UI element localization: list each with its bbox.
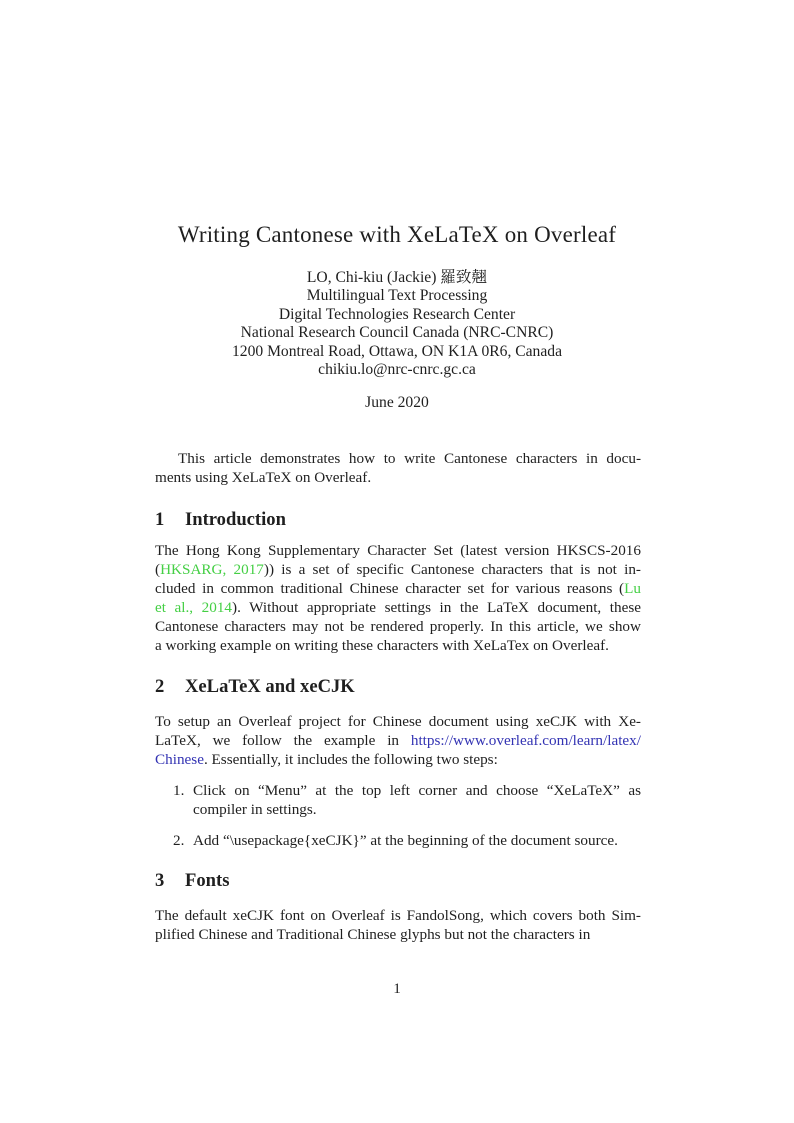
introduction-paragraph	[155, 541, 641, 655]
fonts-paragraph	[155, 906, 641, 944]
affiliation-line: Digital Technologies Research Center	[278, 305, 516, 323]
section-number: 2	[155, 676, 165, 697]
list-item	[155, 781, 641, 819]
text-run: (	[155, 561, 161, 578]
abstract-paragraph	[155, 449, 641, 487]
text-run: This article demonstrates how to write Cantonese characters in docu-	[178, 450, 641, 467]
paragraph-line	[155, 906, 641, 925]
url-link[interactable]: Chinese	[155, 751, 204, 768]
section-heading-introduction	[155, 509, 641, 530]
text-run: The default xeCJK font on Overleaf is FandolSong, which covers both Sim-	[155, 907, 641, 924]
text-run: . Essentially, it includes the following two steps:	[203, 751, 498, 768]
section-heading-fonts	[155, 870, 641, 891]
paragraph-line	[155, 617, 641, 636]
paper-title: Writing Cantonese with XeLaTeX on Overleaf	[177, 222, 617, 247]
list-item-text	[193, 831, 641, 850]
citation-link[interactable]: HKSARG, 2017	[160, 561, 264, 578]
paragraph-line	[155, 731, 641, 750]
section-number: 1	[155, 509, 165, 530]
paragraph-line	[155, 925, 641, 944]
text-run: a working example on writing these characters with XeLaTex on Overleaf.	[155, 637, 609, 654]
section-heading-xelatex-xecjk	[155, 676, 641, 697]
list-number: 2.	[173, 832, 185, 849]
author-email: chikiu.lo@nrc-cnrc.gc.ca	[318, 361, 476, 379]
text-run: Cantonese characters may not be rendered properly. In this article, we show	[155, 618, 641, 635]
paragraph-line	[193, 800, 641, 819]
text-run: LaTeX, we follow the example in	[155, 732, 411, 749]
section-title: Fonts	[185, 870, 230, 891]
text-run: Click on “Menu” at the top left corner and choose “XeLaTeX” as	[193, 782, 641, 799]
paragraph-line	[193, 781, 641, 800]
url-link[interactable]: https://www.overleaf.com/learn/latex/	[410, 732, 641, 749]
paragraph-line	[155, 750, 641, 769]
text-run: Add “\usepackage{xeCJK}” at the beginning of the document source.	[193, 832, 618, 849]
page-number: 1	[393, 980, 401, 997]
text-run: plified Chinese and Traditional Chinese glyphs but not the characters in	[155, 926, 591, 943]
paragraph-line	[155, 541, 641, 560]
paragraph-line	[155, 449, 641, 468]
section-title: XeLaTeX and xeCJK	[185, 676, 355, 697]
paragraph-line	[155, 712, 641, 731]
list-item	[155, 831, 641, 850]
text-run: compiler in settings.	[193, 801, 317, 818]
paragraph-line	[193, 831, 641, 850]
text-run: cluded in common traditional Chinese character set for various reasons (	[155, 580, 625, 597]
paragraph-line	[155, 560, 641, 579]
text-run: ). Without appropriate settings in the LaTeX document, these	[232, 599, 641, 616]
paragraph-line	[155, 579, 641, 598]
affiliation-line: National Research Council Canada (NRC-CNRC)	[240, 324, 554, 342]
text-run: The Hong Kong Supplementary Character Set (latest version HKSCS-2016	[155, 542, 641, 559]
list-item-text	[193, 781, 641, 819]
paragraph-line	[155, 636, 641, 655]
citation-link[interactable]: Lu	[624, 580, 641, 597]
text-run: )) is a set of specific Cantonese characters that is not in-	[263, 561, 641, 578]
author-block	[0, 269, 794, 379]
paragraph-line	[155, 598, 641, 617]
section-number: 3	[155, 870, 165, 891]
author-name: LO, Chi-kiu (Jackie) 羅致翹	[306, 269, 488, 286]
citation-link[interactable]: et al., 2014	[155, 599, 233, 616]
date: June 2020	[365, 394, 429, 411]
steps-list	[155, 781, 641, 850]
text-run: ments using XeLaTeX on Overleaf.	[155, 469, 372, 486]
section-title: Introduction	[185, 509, 286, 530]
affiliation-line: Multilingual Text Processing	[306, 287, 488, 305]
paragraph-line	[155, 468, 641, 487]
list-number: 1.	[173, 782, 185, 799]
text-run: To setup an Overleaf project for Chinese document using xeCJK with Xe-	[155, 713, 641, 730]
affiliation-line: 1200 Montreal Road, Ottawa, ON K1A 0R6, Canada	[231, 342, 562, 360]
xelatex-paragraph	[155, 712, 641, 769]
